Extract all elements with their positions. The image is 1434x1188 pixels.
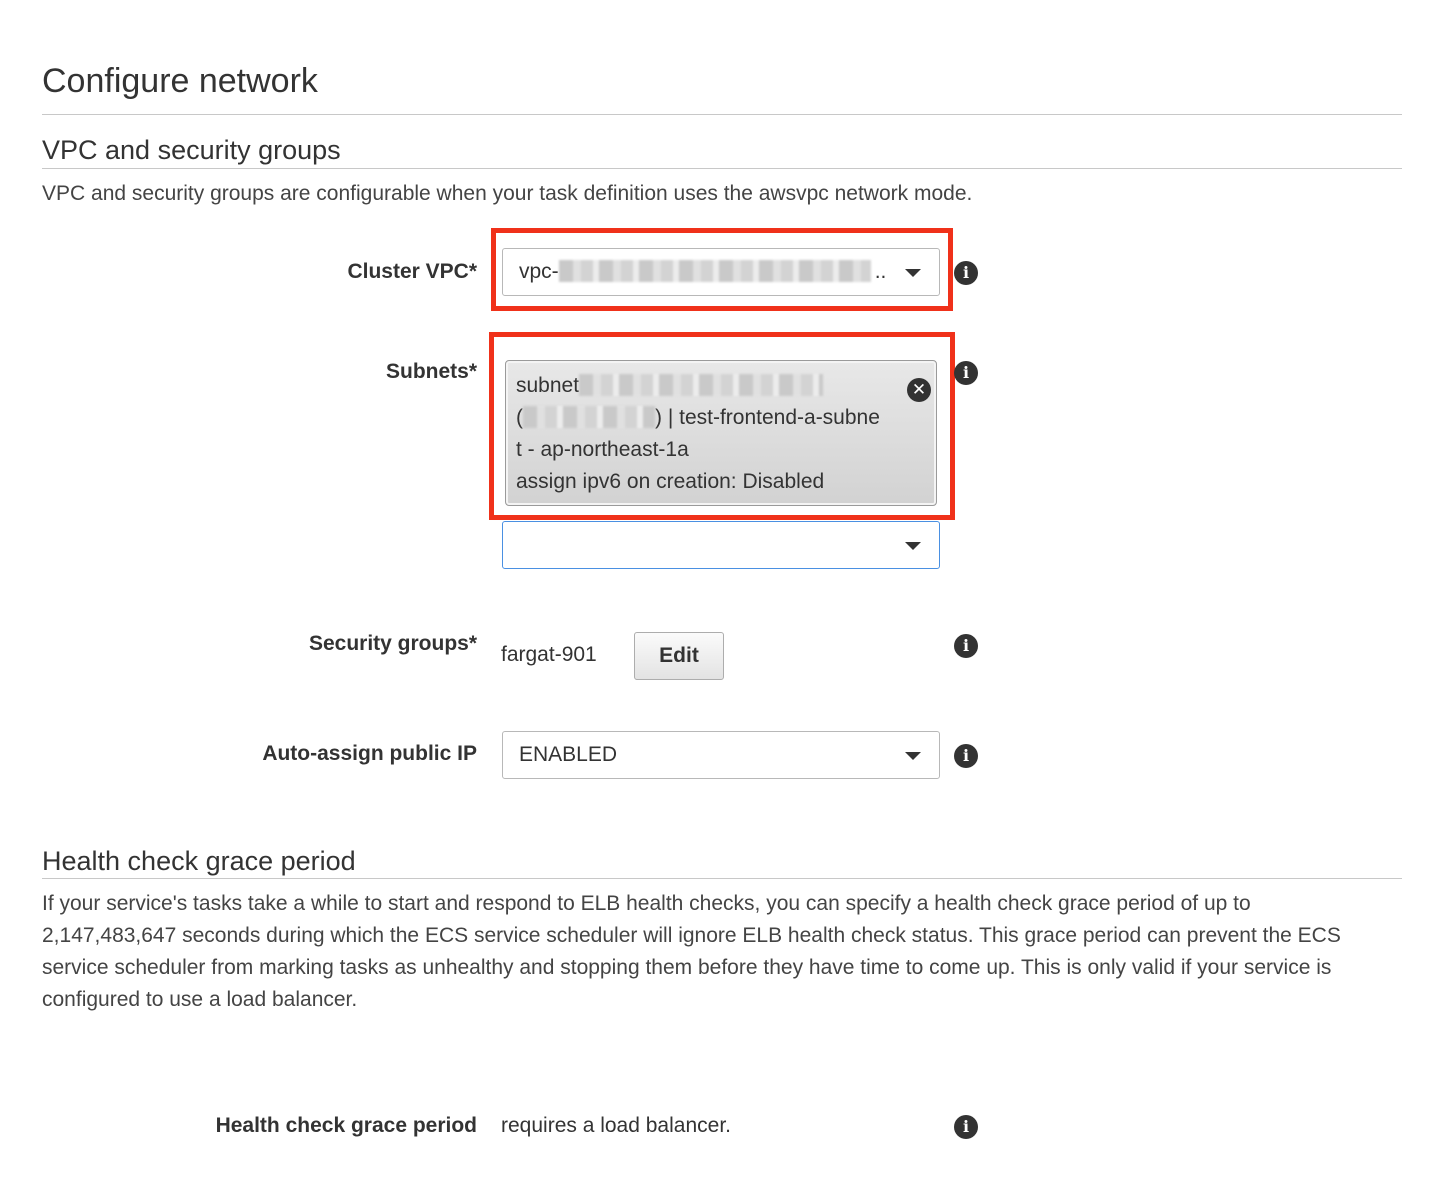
health-section-divider (42, 878, 1402, 879)
vpc-section-divider (42, 168, 1402, 169)
public-ip-info-icon[interactable]: i (954, 744, 978, 768)
chevron-down-icon (905, 269, 921, 277)
health-grace-info-icon[interactable]: i (954, 1115, 978, 1139)
vpc-section-description: VPC and security groups are configurable when your task definition uses the awsvpc network mode. (42, 182, 973, 205)
chevron-down-icon (905, 542, 921, 550)
redacted-subnet-cidr (523, 406, 655, 428)
redacted-subnet-id (579, 374, 823, 396)
cluster-vpc-value-prefix: vpc- (519, 260, 559, 283)
cluster-vpc-info-icon[interactable]: i (954, 261, 978, 285)
health-section-description: If your service's tasks take a while to start and respond to ELB health checks, you can specify a health check grace period of up to 2,147,483,647 seconds during which the ECS service scheduler will ignore ELB health check status. This grace period can prevent the ECS service scheduler from marking tasks as unhealthy and stopping them before they have time to come up. This is only valid if your service is configured to use a load balancer. (42, 892, 1341, 1011)
health-section-heading: Health check grace period (42, 846, 356, 876)
public-ip-select[interactable] (502, 731, 940, 779)
subnet-chip-zone: t - ap-northeast-1a (516, 438, 689, 461)
cluster-vpc-value-suffix: .. (874, 260, 887, 283)
public-ip-value: ENABLED (519, 743, 618, 766)
remove-subnet-close-icon[interactable]: ✕ (907, 378, 931, 402)
security-groups-label: Security groups* (308, 632, 477, 655)
subnet-chip-paren: ( (516, 406, 523, 429)
vpc-section-heading: VPC and security groups (42, 135, 341, 165)
subnets-info-icon[interactable]: i (954, 361, 978, 385)
title-divider (42, 114, 1402, 115)
subnet-chip-ipv6: assign ipv6 on creation: Disabled (516, 470, 825, 493)
subnet-chip-name: ) | test-frontend-a-subne (655, 406, 880, 429)
redacted-vpc-id (559, 260, 871, 282)
public-ip-label: Auto-assign public IP (262, 742, 477, 765)
edit-security-groups-button[interactable]: Edit (634, 632, 724, 680)
page-title: Configure network (42, 62, 318, 100)
cluster-vpc-select[interactable] (502, 248, 940, 296)
security-groups-info-icon[interactable]: i (954, 634, 978, 658)
health-grace-label: Health check grace period (215, 1114, 477, 1137)
health-grace-value: requires a load balancer. (501, 1114, 731, 1137)
subnets-label: Subnets* (385, 360, 477, 383)
cluster-vpc-label: Cluster VPC* (347, 260, 477, 283)
chevron-down-icon (905, 752, 921, 760)
add-subnet-select[interactable] (502, 521, 940, 569)
subnet-chip[interactable] (505, 360, 937, 506)
subnet-chip-prefix: subnet (516, 374, 580, 397)
security-groups-value: fargat-901 (501, 643, 597, 666)
